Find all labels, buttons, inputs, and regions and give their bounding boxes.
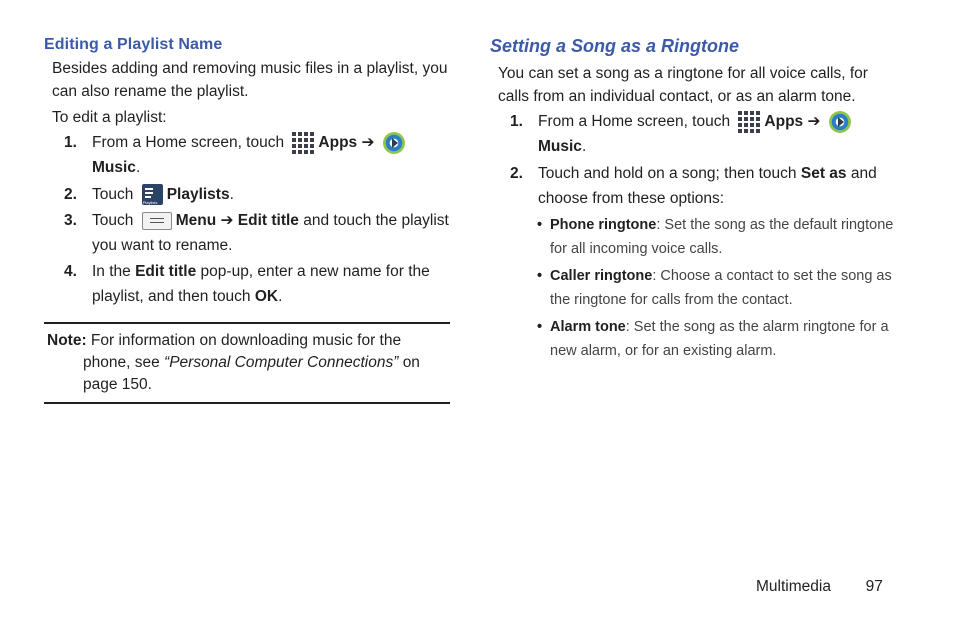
left-column	[44, 36, 452, 404]
note-box	[44, 322, 450, 404]
music-label: Music	[92, 159, 136, 176]
option-name: Phone ringtone	[550, 217, 657, 233]
option-alarm-tone	[490, 315, 900, 363]
option-name: Alarm tone	[550, 319, 626, 335]
step-2	[44, 182, 452, 207]
step-text: In the	[92, 263, 131, 280]
step-text-2: and touch the playlist you want to rename.	[92, 212, 449, 254]
period: .	[278, 288, 283, 305]
step-4	[44, 259, 452, 309]
playlists-label: Playlists	[166, 186, 230, 203]
set-as-label: Set as	[800, 165, 847, 182]
music-label: Music	[538, 138, 582, 155]
intro-paragraph: You can set a song as a ringtone for all voice calls, for calls from an individual contact, or as an alarm tone.	[498, 65, 868, 105]
section-heading-ringtone: Setting a Song as a Ringtone	[490, 36, 740, 56]
step-2	[490, 161, 900, 211]
option-phone-ringtone	[490, 213, 900, 261]
page-footer	[756, 578, 886, 596]
ok-label: OK	[254, 288, 279, 305]
period: .	[229, 186, 234, 203]
music-app-icon	[829, 111, 851, 133]
step-3	[44, 208, 452, 258]
apps-label: Apps	[318, 134, 358, 151]
intro-paragraph: Besides adding and removing music files in a playlist, you can also rename the playlist.	[52, 60, 448, 100]
step-text-2: pop-up, enter a new name for the playlist, and then touch	[92, 263, 430, 305]
apps-label: Apps	[764, 113, 804, 130]
bullet-icon: •	[537, 217, 543, 233]
menu-label: Menu	[175, 212, 217, 229]
bullet-icon: •	[537, 319, 543, 335]
arrow-icon: ➔	[220, 212, 234, 229]
right-column	[490, 36, 900, 363]
note-page-ref: on page 150.	[83, 354, 420, 393]
menu-key-icon	[142, 212, 172, 230]
option-desc: : Set the song as the alarm ringtone for a new alarm, or for an existing alarm.	[550, 319, 889, 359]
period: .	[135, 159, 141, 176]
playlists-icon-caption: Playlists	[142, 200, 158, 206]
step-text-2: and choose from these options:	[538, 165, 877, 207]
option-caller-ringtone	[490, 264, 900, 312]
step-text: From a Home screen, touch	[538, 113, 731, 130]
step-1	[44, 130, 452, 180]
step-number: 2.	[64, 186, 77, 203]
playlists-icon	[142, 184, 163, 205]
step-number: 2.	[510, 165, 523, 182]
note-label: Note:	[47, 332, 87, 349]
step-number: 1.	[64, 134, 77, 151]
cross-reference-link[interactable]: “Personal Computer Connections”	[164, 354, 399, 371]
step-number: 3.	[64, 212, 77, 229]
option-name: Caller ringtone	[550, 268, 653, 284]
arrow-icon: ➔	[361, 134, 375, 151]
section-heading-edit-playlist: Editing a Playlist Name	[44, 36, 223, 53]
step-text: From a Home screen, touch	[92, 134, 285, 151]
music-app-icon	[383, 132, 405, 154]
footer-section-name: Multimedia	[756, 578, 831, 595]
apps-grid-icon	[292, 132, 314, 154]
page-number: 97	[865, 578, 883, 595]
option-desc: : Set the song as the default ringtone for all incoming voice calls.	[550, 217, 894, 257]
step-text: Touch	[92, 212, 134, 229]
step-1	[490, 109, 900, 159]
arrow-icon: ➔	[807, 113, 821, 130]
step-number: 4.	[64, 263, 77, 280]
step-text: Touch and hold on a song; then touch	[538, 165, 797, 182]
apps-grid-icon	[738, 111, 760, 133]
bullet-icon: •	[537, 268, 543, 284]
edit-title-label: Edit title	[237, 212, 299, 229]
step-text: Touch	[92, 186, 134, 203]
note-text	[47, 330, 450, 396]
edit-title-label: Edit title	[135, 263, 197, 280]
option-desc: : Choose a contact to set the song as the ringtone for calls from the contact.	[550, 268, 892, 308]
period: .	[581, 138, 587, 155]
to-edit-label: To edit a playlist:	[52, 109, 167, 126]
note-body: For information on downloading music for the phone, see	[83, 332, 402, 371]
step-number: 1.	[510, 113, 523, 130]
